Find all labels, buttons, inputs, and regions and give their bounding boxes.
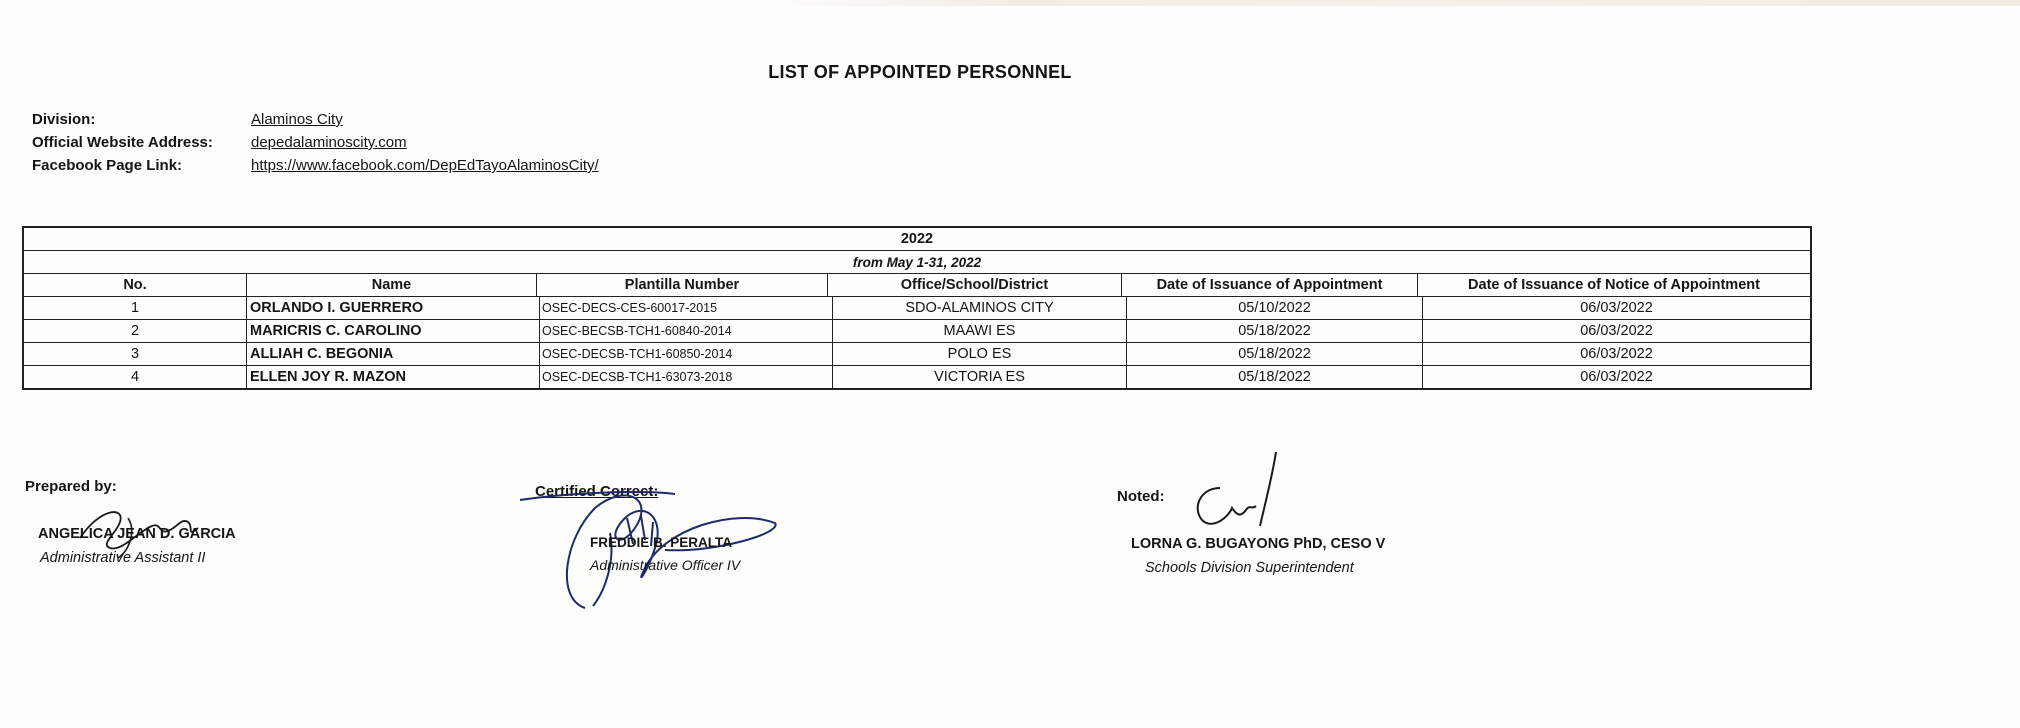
cell-date-notice: 06/03/2022 bbox=[1580, 300, 1653, 316]
prepared-by-label: Prepared by: bbox=[25, 478, 117, 495]
noted-label: Noted: bbox=[1117, 488, 1165, 505]
cell-date-notice: 06/03/2022 bbox=[1580, 369, 1653, 385]
cell-plantilla: OSEC-DECSB-TCH1-60850-2014 bbox=[540, 343, 833, 365]
table-year: 2022 bbox=[900, 231, 934, 247]
header-no: No. bbox=[24, 274, 247, 296]
header-name: Name bbox=[247, 274, 537, 296]
certified-correct-label: Certified Correct: bbox=[535, 483, 659, 500]
website-label: Official Website Address: bbox=[32, 134, 213, 151]
cell-no: 2 bbox=[24, 320, 247, 342]
table-period: from May 1-31, 2022 bbox=[852, 254, 982, 270]
table-year-row bbox=[24, 228, 1810, 250]
cell-no: 3 bbox=[24, 343, 247, 365]
table-row bbox=[24, 296, 1810, 319]
cell-name: MARICRIS C. CAROLINO bbox=[247, 320, 540, 342]
cell-name: ALLIAH C. BEGONIA bbox=[247, 343, 540, 365]
table-header-row bbox=[24, 273, 1810, 296]
prepared-by-position: Administrative Assistant II bbox=[40, 550, 206, 566]
header-date-issuance: Date of Issuance of Appointment bbox=[1122, 274, 1418, 296]
table-row bbox=[24, 319, 1810, 342]
cell-office: VICTORIA ES bbox=[833, 366, 1127, 388]
header-office: Office/School/District bbox=[828, 274, 1122, 296]
noted-position: Schools Division Superintendent bbox=[1145, 560, 1354, 576]
scan-edge bbox=[0, 0, 2020, 6]
cell-office: MAAWI ES bbox=[833, 320, 1127, 342]
prepared-by-name: ANGELICA JEAN D. GARCIA bbox=[38, 526, 236, 542]
appointed-personnel-table bbox=[22, 226, 1812, 390]
cell-date-issuance: 05/18/2022 bbox=[1127, 343, 1423, 365]
division-value: Alaminos City bbox=[251, 111, 343, 128]
certified-correct-name: FREDDIE B. PERALTA bbox=[590, 535, 733, 550]
table-row bbox=[24, 365, 1810, 388]
facebook-link[interactable]: https://www.facebook.com/DepEdTayoAlaminosCity/ bbox=[251, 157, 599, 174]
cell-name: ORLANDO I. GUERRERO bbox=[247, 297, 540, 319]
cell-plantilla: OSEC-DECS-CES-60017-2015 bbox=[540, 297, 833, 319]
cell-no: 4 bbox=[24, 366, 247, 388]
cell-name: ELLEN JOY R. MAZON bbox=[247, 366, 540, 388]
cell-office: SDO-ALAMINOS CITY bbox=[833, 297, 1127, 319]
signature-noted-icon bbox=[1180, 448, 1290, 543]
website-link[interactable]: depedalaminoscity.com bbox=[251, 134, 407, 151]
facebook-label: Facebook Page Link: bbox=[32, 157, 183, 174]
cell-plantilla: OSEC-DECSB-TCH1-63073-2018 bbox=[540, 366, 833, 388]
division-label: Division: bbox=[32, 111, 96, 128]
header-date-notice: Date of Issuance of Notice of Appointment bbox=[1468, 277, 1760, 293]
cell-date-notice: 06/03/2022 bbox=[1580, 346, 1653, 362]
cell-no: 1 bbox=[24, 297, 247, 319]
cell-date-issuance: 05/10/2022 bbox=[1127, 297, 1423, 319]
table-period-row bbox=[24, 250, 1810, 273]
document-title: LIST OF APPOINTED PERSONNEL bbox=[768, 62, 1072, 82]
cell-date-issuance: 05/18/2022 bbox=[1127, 366, 1423, 388]
cell-plantilla: OSEC-BECSB-TCH1-60840-2014 bbox=[540, 320, 833, 342]
cell-date-issuance: 05/18/2022 bbox=[1127, 320, 1423, 342]
certified-correct-position: Administrative Officer IV bbox=[590, 557, 741, 573]
cell-date-notice: 06/03/2022 bbox=[1580, 323, 1653, 339]
cell-office: POLO ES bbox=[833, 343, 1127, 365]
header-plantilla: Plantilla Number bbox=[537, 274, 828, 296]
table-row bbox=[24, 342, 1810, 365]
noted-name: LORNA G. BUGAYONG PhD, CESO V bbox=[1131, 536, 1386, 552]
